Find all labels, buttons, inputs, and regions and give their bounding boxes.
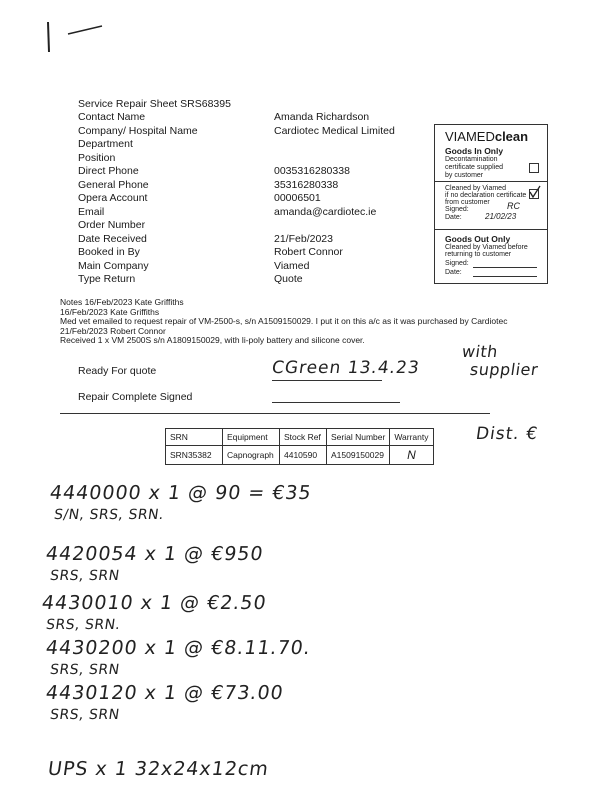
sheet-title: Service Repair Sheet SRS68395 — [78, 98, 231, 110]
cleaned-text-3: from customer — [445, 199, 490, 206]
field-value: Cardiotec Medical Limited — [274, 124, 395, 137]
field-value: Quote — [274, 273, 303, 285]
goods-in-text-3: by customer — [445, 172, 484, 179]
field-label: Date Received — [78, 232, 147, 245]
pen-mark-icon — [40, 14, 110, 56]
field-label: Email — [78, 205, 105, 218]
cleaned-text-2: if no declaration certificate — [445, 192, 527, 199]
out-date-label: Date: — [445, 269, 462, 276]
viamed-logo: VIAMEDclean — [445, 129, 529, 144]
repair-label: Repair Complete Signed — [78, 391, 193, 403]
handwritten-line: 4430120 x 1 @ €73.00 — [44, 682, 286, 704]
table-row — [166, 446, 434, 465]
table-cell: SRN35382 — [166, 446, 223, 465]
cleaned-text-1: Cleaned by Viamed — [445, 185, 506, 192]
ready-signature: CGreen 13.4.23 — [270, 358, 422, 378]
field-label: Department — [78, 138, 133, 150]
goods-in-text-1: Decontamination — [445, 156, 498, 163]
date-label: Date: — [445, 214, 462, 221]
handwritten-line: 4430010 x 1 @ €2.50 — [40, 592, 269, 614]
goods-out-text-1: Cleaned by Viamed before — [445, 244, 528, 251]
handwritten-sub: SRS, SRN — [48, 662, 121, 678]
note-line: 16/Feb/2023 Kate Griffiths — [60, 306, 160, 317]
ready-label: Ready For quote — [78, 365, 157, 377]
handwritten-sub: S/N, SRS, SRN. — [52, 507, 166, 523]
table-header: SRN — [166, 429, 223, 446]
signed-value: RC — [507, 201, 520, 211]
field-value: 00006501 — [274, 192, 321, 204]
field-value: amanda@cardiotec.ie — [274, 205, 377, 218]
field-value: 35316280338 — [274, 178, 339, 191]
handwritten-sub: SRS, SRN — [48, 707, 121, 723]
handwritten-line: 4440000 x 1 @ 90 = €35 — [48, 482, 314, 504]
field-value: Robert Connor — [274, 246, 343, 258]
handwritten-sub: SRS, SRN — [48, 568, 121, 584]
srn-table — [165, 428, 434, 465]
handwritten-line: 4420054 x 1 @ €950 — [44, 543, 266, 565]
note-line: 21/Feb/2023 Robert Connor — [60, 325, 166, 336]
table-header: Stock Ref — [280, 429, 327, 446]
field-label: Main Company — [78, 259, 149, 272]
date-value: 21/02/23 — [485, 212, 517, 221]
field-value: 21/Feb/2023 — [274, 232, 333, 245]
table-cell: N — [390, 446, 433, 465]
goods-out-title: Goods Out Only — [445, 234, 511, 244]
table-cell: A1509150029 — [327, 446, 390, 465]
margin-note-1: with — [460, 342, 500, 361]
table-header: Warranty — [390, 429, 433, 446]
checkbox-decon[interactable] — [529, 163, 539, 173]
field-label: Opera Account — [78, 192, 148, 204]
dist-note: Dist. € — [474, 424, 540, 444]
field-label: Direct Phone — [78, 165, 139, 177]
out-signed-label: Signed: — [445, 260, 469, 267]
field-label: Order Number — [78, 219, 146, 231]
goods-out-text-2: returning to customer — [445, 251, 512, 258]
field-label: Contact Name — [78, 111, 146, 123]
field-value: Amanda Richardson — [274, 111, 370, 123]
field-label: General Phone — [78, 178, 149, 191]
table-cell: 4410590 — [280, 446, 327, 465]
viamed-clean-box — [434, 124, 548, 284]
goods-in-title: Goods In Only — [445, 146, 504, 156]
handwritten-line: 4430200 x 1 @ €8.11.70. — [44, 637, 313, 659]
field-label: Company/ Hospital Name — [78, 124, 198, 137]
signed-label: Signed: — [445, 206, 469, 213]
table-header: Serial Number — [327, 429, 390, 446]
goods-in-text-2: certificate supplied — [445, 164, 503, 171]
table-header: Equipment — [223, 429, 280, 446]
handwritten-line: UPS x 1 32x24x12cm — [46, 758, 271, 780]
note-line: Received 1 x VM 2500S s/n A1809150029, with li-poly battery and silicone cover. — [60, 335, 365, 345]
handwritten-sub: SRS, SRN. — [44, 617, 122, 633]
table-header-row — [166, 429, 434, 446]
field-label: Position — [78, 151, 116, 164]
note-line: Med vet emailed to request repair of VM-2500-s, s/n A1509150029. I put it on this a/c as it was purchased by Cardiotec — [60, 316, 508, 326]
note-line: Notes 16/Feb/2023 Kate Griffiths — [60, 297, 184, 307]
check-mark-icon — [528, 185, 542, 199]
table-cell: Capnograph — [223, 446, 280, 465]
field-value: 0035316280338 — [274, 165, 350, 177]
field-label: Type Return — [78, 273, 136, 285]
field-label: Booked in By — [78, 246, 140, 258]
margin-note-2: supplier — [468, 360, 540, 379]
field-value: Viamed — [274, 259, 310, 272]
